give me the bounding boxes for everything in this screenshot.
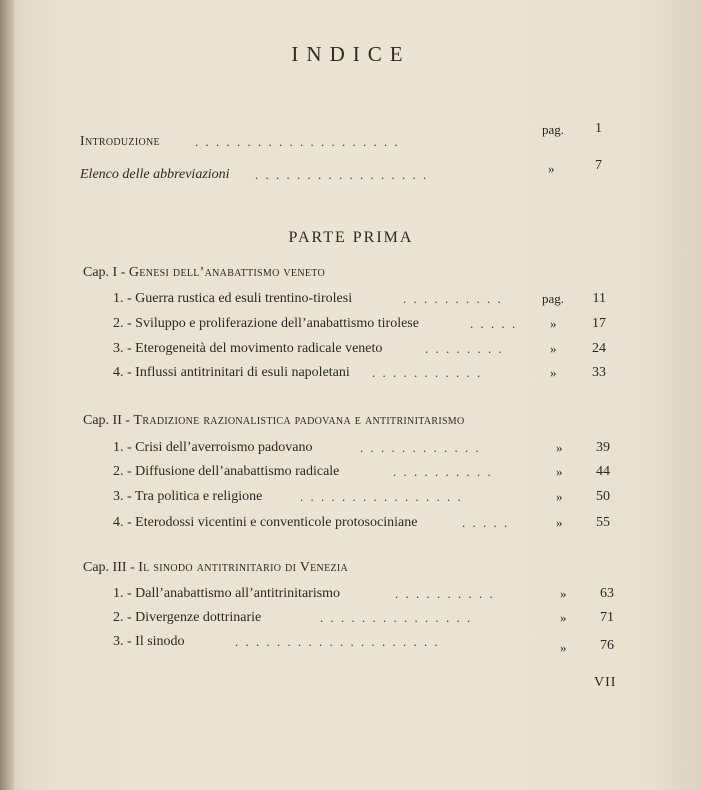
- ditto-mark: »: [556, 464, 563, 479]
- toc-entry: [0, 586, 702, 608]
- page-number: 76: [600, 638, 614, 653]
- leader-dots: . . . . . . . . . . . . . . . .: [300, 489, 463, 504]
- toc-entry: [0, 440, 702, 462]
- toc-entry: [0, 464, 702, 486]
- ditto-mark: »: [556, 515, 563, 530]
- leader-dots: . . . . . . . . . . . . . . . . .: [255, 167, 429, 182]
- page-number: 7: [595, 158, 602, 173]
- toc-entry: [0, 341, 702, 363]
- leader-dots: . . . . .: [462, 515, 510, 530]
- leader-dots: . . . . . . . . . . . . . . . . . . . .: [235, 634, 440, 649]
- page-title: INDICE: [291, 42, 411, 66]
- toc-entry: [0, 365, 702, 387]
- chapter-title: Il sinodo antitrinitario di Venezia: [138, 560, 349, 575]
- chapter-title: Genesi dell’anabattismo veneto: [128, 265, 326, 280]
- page-number: 24: [592, 341, 606, 356]
- chapter-heading: [83, 560, 348, 576]
- toc-entry-label: Introduzione: [80, 134, 160, 149]
- ditto-mark: »: [560, 640, 567, 655]
- toc-entry-label: 3. - Eterogeneità del movimento radicale veneto: [113, 341, 383, 356]
- page-number: 71: [600, 610, 614, 625]
- toc-entry-label: 3. - Il sinodo: [113, 634, 185, 649]
- toc-entry: [0, 291, 702, 313]
- toc-entry: [0, 610, 702, 632]
- toc-entry-label: 2. - Divergenze dottrinarie: [113, 610, 262, 625]
- leader-dots: . . . . . . . . . .: [393, 464, 493, 479]
- toc-entry: [0, 634, 702, 656]
- leader-dots: . . . . . . . . . . .: [372, 365, 483, 380]
- toc-entry-label: 1. - Crisi dell’averroismo padovano: [113, 440, 313, 455]
- leader-dots: . . . . . . . .: [425, 341, 504, 356]
- leader-dots: . . . . . . . . . . . .: [360, 440, 481, 455]
- leader-dots: . . . . . . . . . . . . . . . . . . . .: [195, 134, 400, 149]
- leader-dots: . . . . .: [470, 316, 518, 331]
- toc-entry-abbreviazioni: [0, 158, 702, 189]
- page-number: 17: [592, 316, 606, 331]
- toc-entry-label: Elenco delle abbreviazioni: [80, 167, 230, 182]
- part-title: PARTE PRIMA: [288, 229, 414, 246]
- page-abbrev: pag.: [542, 122, 565, 137]
- toc-entry-label: 1. - Guerra rustica ed esuli trentino-tirolesi: [113, 291, 353, 306]
- toc-entry-label: 4. - Eterodossi vicentini e conventicole protosociniane: [113, 515, 418, 530]
- page-number: 33: [592, 365, 606, 380]
- page-number: 1: [595, 121, 602, 136]
- ditto-mark: »: [550, 365, 557, 380]
- page-number: 63: [600, 586, 614, 601]
- toc-entry-label: 3. - Tra politica e religione: [113, 489, 263, 504]
- leader-dots: . . . . . . . . . .: [395, 586, 495, 601]
- toc-entry-label: 2. - Diffusione dell’anabattismo radicale: [113, 464, 340, 479]
- toc-entry-label: 1. - Dall’anabattismo all’antitrinitarismo: [113, 586, 341, 601]
- leader-dots: . . . . . . . . . . . . . . .: [320, 610, 473, 625]
- ditto-mark: »: [550, 341, 557, 356]
- ditto-mark: »: [550, 316, 557, 331]
- chapter-heading: [83, 265, 325, 281]
- folio-page-number: VII: [594, 675, 617, 690]
- ditto-mark: »: [560, 586, 567, 601]
- page-number: 50: [596, 489, 610, 504]
- page-number: 39: [596, 440, 610, 455]
- toc-entry: [0, 316, 702, 338]
- chapter-title: Tradizione razionalistica padovana e antitrinitarismo: [133, 413, 465, 428]
- book-spine-shadow: [0, 0, 14, 790]
- page-number: 55: [596, 515, 610, 530]
- toc-entry-introduzione: [0, 121, 702, 156]
- chapter-prefix: Cap. II -: [83, 413, 131, 428]
- leader-dots: . . . . . . . . . .: [403, 291, 503, 306]
- toc-entry-label: 2. - Sviluppo e proliferazione dell’anabattismo tirolese: [113, 316, 419, 331]
- ditto-mark: »: [560, 610, 567, 625]
- chapter-prefix: Cap. III -: [83, 560, 135, 575]
- ditto-mark: »: [548, 161, 555, 176]
- page-number: 44: [596, 464, 610, 479]
- chapter-prefix: Cap. I -: [83, 265, 126, 280]
- ditto-mark: »: [556, 489, 563, 504]
- toc-entry-label: 4. - Influssi antitrinitari di esuli napoletani: [113, 365, 350, 380]
- chapter-heading: [83, 413, 465, 429]
- page-number: 11: [592, 291, 606, 306]
- toc-entry: [0, 489, 702, 511]
- ditto-mark: »: [556, 440, 563, 455]
- toc-entry: [0, 515, 702, 537]
- page-abbrev: pag.: [542, 291, 565, 306]
